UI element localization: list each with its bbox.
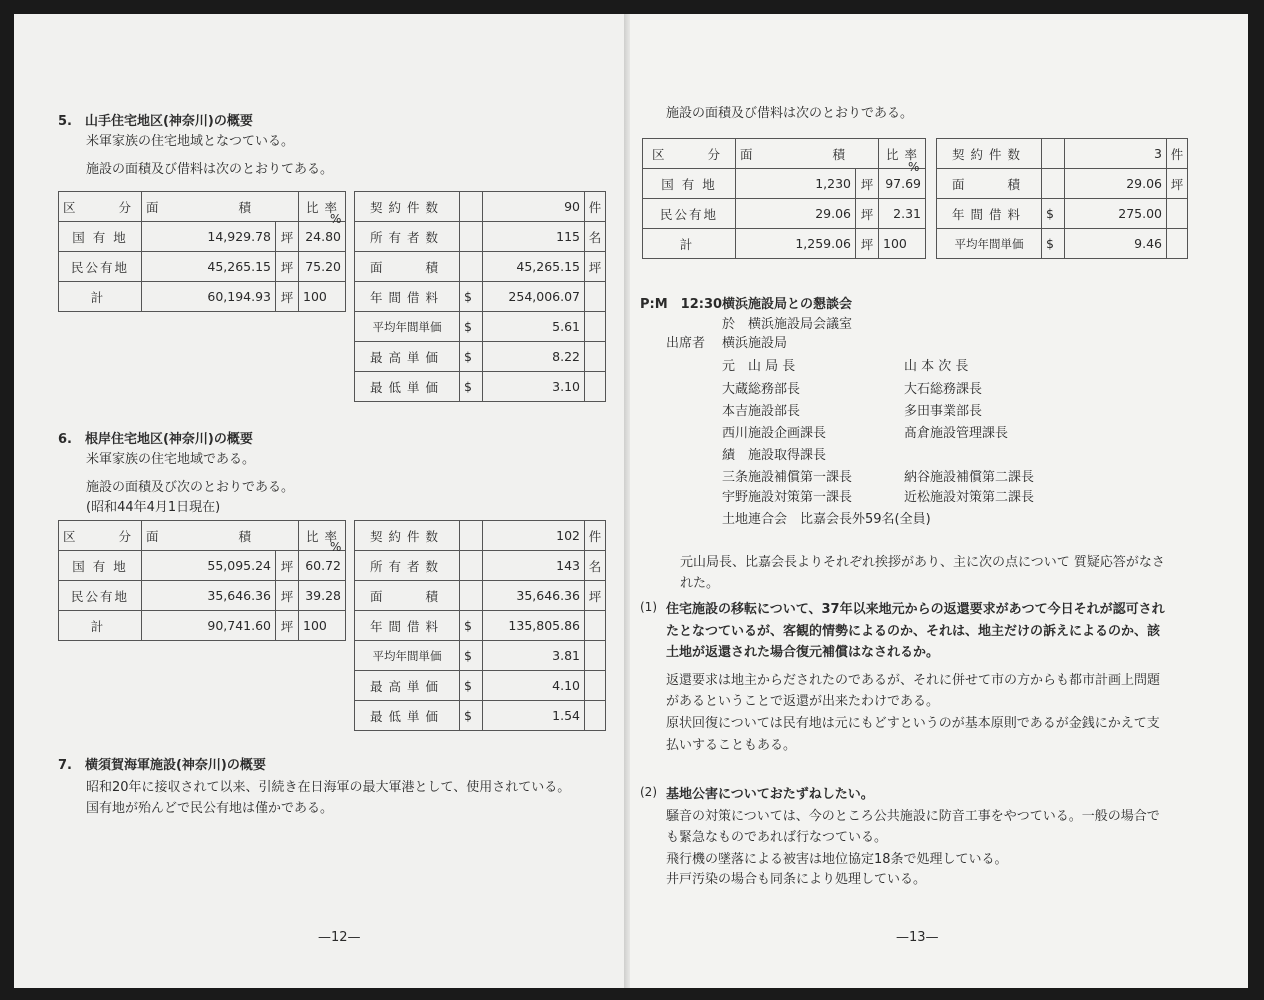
- table-row: 最高単価 $ 4.10: [355, 671, 606, 701]
- q1-line3: 土地が返還された場合復元補償はなされるか。: [666, 645, 940, 660]
- summary-line2: れた。: [680, 576, 720, 591]
- q1-answer3: 原状回復については民有地は元にもどすというのが基本原則であるが金銭にかえて支: [666, 716, 1160, 731]
- attendee-right: 山 本 次 長: [904, 359, 969, 374]
- q1-line1: 住宅施設の移転について、37年以来地元からの返還要求があつて今日それが認可され: [666, 602, 1165, 617]
- attendees-org: 横浜施設局: [722, 336, 788, 351]
- table-row: 最低単価 $ 3.10: [355, 372, 606, 402]
- right-intro: 施設の面積及び借料は次のとおりである。: [666, 106, 914, 121]
- table-row: 所有者数 143 名: [355, 551, 606, 581]
- q1-answer2: があるということで返還が出来たわけである。: [666, 694, 940, 709]
- attendee-left: 宇野施設対策第一課長: [722, 490, 853, 505]
- meeting-place: 於 横浜施設局会議室: [722, 317, 853, 332]
- section-7-heading: 7. 横須賀海軍施設(神奈川)の概要: [58, 758, 266, 773]
- table-row: 民公有地 35,646.36 坪 39.28: [59, 581, 346, 611]
- section-7-line2: 国有地が殆んどで民公有地は僅かである。: [86, 801, 334, 816]
- attendee-right: 納谷施設補償第二課長: [904, 470, 1035, 485]
- attendee-left: 本吉施設部長: [722, 404, 801, 419]
- table-row: 契約件数 102 件: [355, 521, 606, 551]
- s5-contract-table: [354, 191, 606, 402]
- table-row: 国 有 地 14,929.78 坪 24.80: [59, 222, 346, 252]
- page-number-right: —13—: [896, 930, 939, 945]
- attendee-left: 三条施設補償第一課長: [722, 470, 853, 485]
- s6-area-table: [58, 520, 346, 641]
- table-row: 計 1,259.06 坪 100: [643, 229, 926, 259]
- q2-line1: 基地公害についておたずねしたい。: [666, 787, 874, 802]
- pct-mark: %: [330, 212, 342, 226]
- table-row: 計 60,194.93 坪 100: [59, 282, 346, 312]
- section-5-line1: 米軍家族の住宅地域となつている。: [86, 134, 295, 149]
- q1-answer1: 返還要求は地主からだされたのであるが、それに併せて市の方からも都市計画上問題: [666, 673, 1161, 688]
- table-row: 民公有地 29.06 坪 2.31: [643, 199, 926, 229]
- table-row: 契約件数 90 件: [355, 192, 606, 222]
- meeting-title: 横浜施設局との懇談会: [722, 297, 853, 312]
- pct-mark: %: [908, 160, 920, 174]
- attendee-right: 近松施設対策第二課長: [904, 490, 1035, 505]
- meeting-time: P:M 12:30: [640, 297, 723, 312]
- pct-mark: %: [330, 540, 342, 554]
- q2-number: (2): [640, 785, 657, 799]
- q1-number: (1): [640, 600, 657, 614]
- table-row: 区 分 面 積 比 率: [59, 192, 346, 222]
- table-row: 面 積 45,265.15 坪: [355, 252, 606, 282]
- r-area-table: [642, 138, 926, 259]
- attendee-left: 績 施設取得課長: [722, 448, 827, 463]
- table-row: 所有者数 115 名: [355, 222, 606, 252]
- attendee-left: 元 山 局 長: [722, 359, 796, 374]
- attendee-left: 土地連合会 比嘉会長外59名(全員): [722, 512, 931, 527]
- r-contract-table: [936, 138, 1188, 259]
- q2-answer2: も緊急なものであれば行なつている。: [666, 830, 888, 845]
- table-row: 平均年間単価 $ 3.81: [355, 641, 606, 671]
- section-6-line2: 施設の面積及び次のとおりである。: [86, 480, 295, 495]
- table-row: 区 分 面 積 比 率: [59, 521, 346, 551]
- section-5-line2: 施設の面積及び借料は次のとおりてある。: [86, 162, 334, 177]
- summary-line1: 元山局長、比嘉会長よりそれぞれ挨拶があり、主に次の点について 質疑応答がなさ: [680, 555, 1165, 570]
- q1-line2: たとなつているが、客観的情勢によるのか、それは、地主だけの訴えによるのか、該: [666, 624, 1161, 639]
- table-row: 平均年間単価 $ 5.61: [355, 312, 606, 342]
- s6-contract-table: [354, 520, 606, 731]
- q2-answer1: 騒音の対策については、今のところ公共施設に防音工事をやつている。一般の場合で: [666, 809, 1160, 824]
- section-7-line1: 昭和20年に接収されて以来、引続き在日海軍の最大軍港として、使用されている。: [86, 780, 571, 795]
- table-row: 民公有地 45,265.15 坪 75.20: [59, 252, 346, 282]
- q2-answer4: 井戸汚染の場合も同条により処理している。: [666, 872, 927, 887]
- attendee-left: 西川施設企画課長: [722, 426, 827, 441]
- table-row: 最低単価 $ 1.54: [355, 701, 606, 731]
- table-row: 計 90,741.60 坪 100: [59, 611, 346, 641]
- table-row: 年間借料 $ 254,006.07: [355, 282, 606, 312]
- section-5-heading: 5. 山手住宅地区(神奈川)の概要: [58, 114, 253, 129]
- section-6-heading: 6. 根岸住宅地区(神奈川)の概要: [58, 432, 253, 447]
- page-number-left: —12—: [318, 930, 361, 945]
- attendee-right: 大石総務課長: [904, 382, 983, 397]
- attendee-right: 多田事業部長: [904, 404, 983, 419]
- section-6-line1: 米軍家族の住宅地域である。: [86, 452, 256, 467]
- table-row: 国 有 地 1,230 坪 97.69: [643, 169, 926, 199]
- attendees-label: 出席者: [666, 336, 706, 351]
- table-row: 契約件数 3 件: [937, 139, 1188, 169]
- q2-answer3: 飛行機の墜落による被害は地位協定18条で処理している。: [666, 852, 1008, 867]
- q1-answer4: 払いすることもある。: [666, 738, 797, 753]
- s5-area-table: [58, 191, 346, 312]
- attendee-right: 髙倉施設管理課長: [904, 426, 1009, 441]
- table-row: 平均年間単価 $ 9.46: [937, 229, 1188, 259]
- attendee-left: 大蔵総務部長: [722, 382, 801, 397]
- table-row: 面 積 29.06 坪: [937, 169, 1188, 199]
- table-row: 面 積 35,646.36 坪: [355, 581, 606, 611]
- table-row: 年間借料 $ 275.00: [937, 199, 1188, 229]
- section-6-line3: (昭和44年4月1日現在): [86, 500, 221, 515]
- table-row: 最高単価 $ 8.22: [355, 342, 606, 372]
- table-row: 国 有 地 55,095.24 坪 60.72: [59, 551, 346, 581]
- table-row: 年間借料 $ 135,805.86: [355, 611, 606, 641]
- table-row: 区 分 面 積 比 率: [643, 139, 926, 169]
